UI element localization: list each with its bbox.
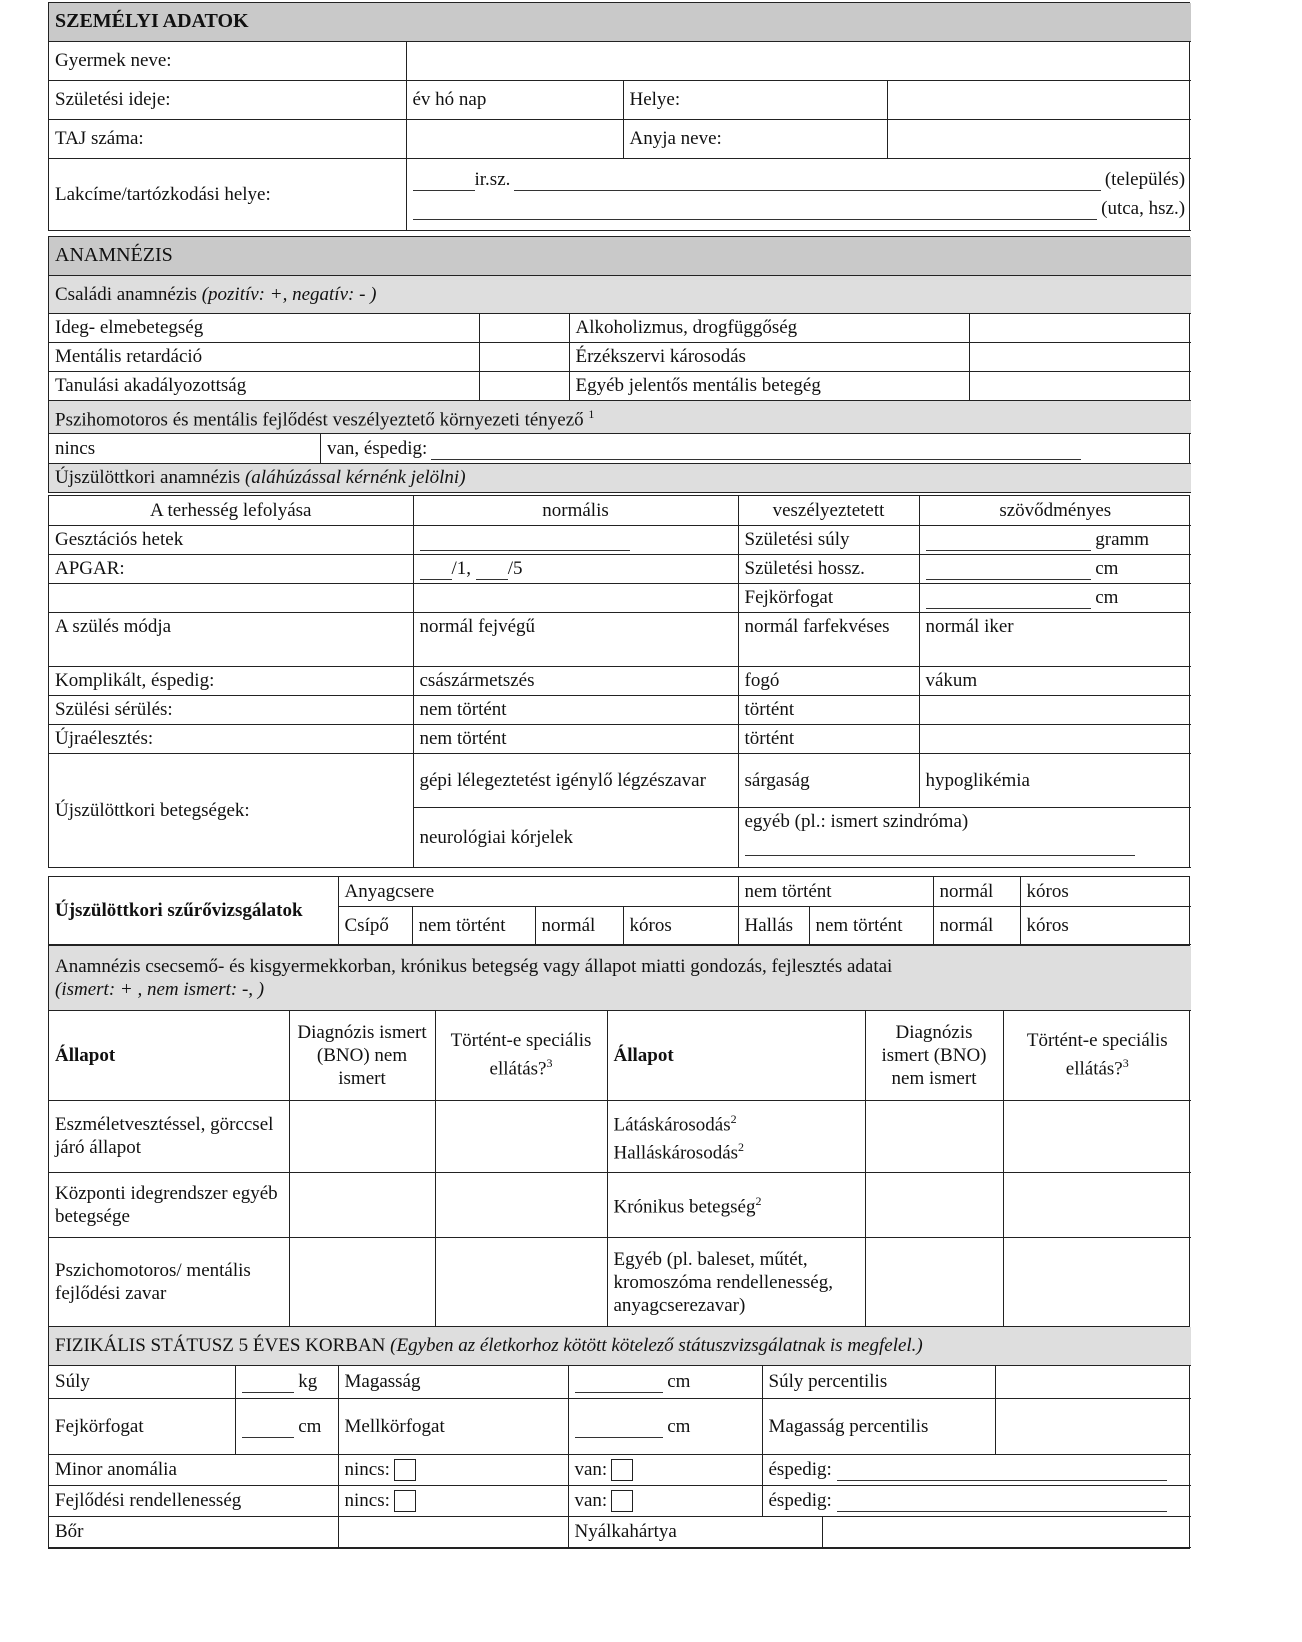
env-yes: van, éspedig: (327, 437, 428, 459)
address-field[interactable] (406, 158, 1191, 230)
resusc-no[interactable]: nem történt (413, 724, 738, 753)
family-mark[interactable] (479, 371, 569, 400)
condition-row: Pszichomotoros/ mentális fejlődési zavar (49, 1237, 289, 1327)
hearing-abnormal[interactable]: kóros (1020, 906, 1191, 944)
hearing-none[interactable]: nem történt (809, 906, 933, 944)
checkbox[interactable] (611, 1490, 633, 1512)
gestation-field[interactable] (413, 525, 738, 554)
mother-field[interactable] (887, 119, 1191, 158)
metabolism-abnormal[interactable]: kóros (1020, 877, 1191, 906)
birth-date-field[interactable]: év hó nap (406, 80, 623, 119)
disease-option[interactable]: neurológiai kórjelek (413, 807, 738, 867)
newborn-disease-label: Újszülöttkori betegségek: (49, 753, 413, 867)
birth-length-field[interactable]: cm (919, 554, 1191, 583)
chest-field[interactable]: cm (568, 1398, 762, 1454)
family-item: Mentális retardáció (49, 342, 479, 371)
apgar-field[interactable]: /1, /5 (413, 554, 738, 583)
metabolism-normal[interactable]: normál (933, 877, 1020, 906)
birth-length-label: Születési hossz. (738, 554, 919, 583)
child-name-label: Gyermek neve: (49, 41, 406, 80)
special-cell[interactable] (435, 1172, 607, 1237)
hip-normal[interactable]: normál (535, 906, 623, 944)
checkbox[interactable] (611, 1459, 633, 1481)
resusc-label: Újraélesztés: (49, 724, 413, 753)
diag-cell[interactable] (865, 1172, 1003, 1237)
hearing-normal[interactable]: normál (933, 906, 1020, 944)
family-item: Ideg- elmebetegség (49, 313, 479, 342)
head-circ-label: Fejkörfogat (49, 1398, 235, 1454)
special-cell[interactable] (435, 1237, 607, 1327)
diag-cell[interactable] (289, 1172, 435, 1237)
chest-label: Mellkörfogat (338, 1398, 568, 1454)
personal-data-section (48, 2, 1190, 231)
injury-no[interactable]: nem történt (413, 695, 738, 724)
injury-label: Szülési sérülés: (49, 695, 413, 724)
height-label: Magasság (338, 1365, 568, 1398)
complicated-option[interactable]: fogó (738, 666, 919, 695)
zip-label: ir.sz. (474, 169, 511, 190)
env-none[interactable]: nincs (49, 434, 321, 463)
birth-mode-option[interactable]: normál farfekvéses (738, 612, 919, 666)
col-diagnosis: Diagnózis ismert (BNO) nem ismert (289, 1010, 435, 1100)
family-mark[interactable] (969, 371, 1191, 400)
diag-cell[interactable] (289, 1100, 435, 1172)
condition-row: Látáskárosodás$^2$ Halláskárosodás$^2$ (607, 1100, 865, 1172)
family-item: Tanulási akadályozottság (49, 371, 479, 400)
resusc-yes[interactable]: történt (738, 724, 919, 753)
taj-field[interactable] (406, 119, 623, 158)
disease-other[interactable]: egyéb (pl.: ismert szindróma) (738, 807, 1191, 867)
height-field[interactable]: cm (568, 1365, 762, 1398)
env-title: Pszihomotoros és mentális fejlődést veszélyeztető környezeti tényező $^1$ (49, 400, 1191, 433)
disease-option[interactable]: hypoglikémia (919, 753, 1191, 807)
env-row[interactable] (49, 433, 1191, 463)
disease-option[interactable]: gépi lélegeztetést igénylő légzészavar (413, 753, 738, 807)
col-special: Történt-e speciális ellátás?$^3$ (1003, 1010, 1191, 1100)
col-state: Állapot (49, 1010, 289, 1100)
col-diagnosis: Diagnózis ismert (BNO) nem ismert (865, 1010, 1003, 1100)
family-item: Érzékszervi károsodás (569, 342, 969, 371)
anamnesis-header: ANAMNÉZIS (49, 237, 1191, 275)
infancy-title: Anamnézis csecsemő- és kisgyermekkorban, krónikus betegség vagy állapot miatti gondozás, fejlesztés adatai (ismert: + , nem ismert: -, ) (49, 946, 1191, 1010)
condition-row: Eszméletvesztéssel, görccsel járó állapot (49, 1100, 289, 1172)
infancy-section (48, 945, 1190, 1328)
checkbox[interactable] (394, 1490, 416, 1512)
weight-pct-field[interactable] (995, 1365, 1191, 1398)
hearing-label: Hallás (738, 906, 809, 944)
diag-cell[interactable] (865, 1237, 1003, 1327)
birth-place-field[interactable] (887, 80, 1191, 119)
birth-place-label: Helye: (623, 80, 887, 119)
complicated-label: Komplikált, éspedig: (49, 666, 413, 695)
hip-abnormal[interactable]: kóros (623, 906, 738, 944)
family-mark[interactable] (969, 342, 1191, 371)
hip-none[interactable]: nem történt (412, 906, 535, 944)
condition-row: Egyéb (pl. baleset, műtét, kromoszóma rendellenesség, anyagcserezavar) (607, 1237, 865, 1327)
mucosa-field[interactable] (822, 1516, 1191, 1547)
height-pct-label: Magasság percentilis (762, 1398, 995, 1454)
family-mark[interactable] (479, 342, 569, 371)
metabolism-none[interactable]: nem történt (738, 877, 933, 906)
weight-field[interactable]: kg (235, 1365, 338, 1398)
mucosa-label: Nyálkahártya (568, 1516, 822, 1547)
disease-option[interactable]: sárgaság (738, 753, 919, 807)
gestation-label: Gesztációs hetek (49, 525, 413, 554)
skin-label: Bőr (49, 1516, 338, 1547)
birth-mode-label: A szülés módja (49, 612, 413, 666)
screening-section (48, 876, 1190, 945)
head-circ-field[interactable]: cm (919, 583, 1191, 612)
diag-cell[interactable] (289, 1237, 435, 1327)
pregnancy-normal[interactable]: normális (413, 496, 738, 525)
family-mark[interactable] (969, 313, 1191, 342)
complicated-option[interactable]: császármetszés (413, 666, 738, 695)
special-cell[interactable] (435, 1100, 607, 1172)
weight-label: Súly (49, 1365, 235, 1398)
address-label: Lakcíme/tartózkodási helye: (49, 158, 406, 230)
dev-none[interactable]: nincs: (338, 1485, 568, 1516)
taj-label: TAJ száma: (49, 119, 406, 158)
minor-namely[interactable]: éspedig: (762, 1454, 1191, 1485)
settlement-label: (település) (1104, 169, 1186, 190)
birth-mode-option[interactable]: normál iker (919, 612, 1191, 666)
street-label: (utca, hsz.) (1101, 198, 1186, 219)
special-cell[interactable] (1003, 1100, 1191, 1172)
birth-date-label: Születési ideje: (49, 80, 406, 119)
apgar-label: APGAR: (49, 554, 413, 583)
family-item: Egyéb jelentős mentális betegég (569, 371, 969, 400)
family-item: Alkoholizmus, drogfüggőség (569, 313, 969, 342)
pregnancy-label: A terhesség lefolyása (49, 496, 413, 525)
special-cell[interactable] (1003, 1237, 1191, 1327)
condition-row: Központi idegrendszer egyéb betegsége (49, 1172, 289, 1237)
screening-title: Újszülöttkori szűrővizsgálatok (49, 877, 338, 944)
family-mark[interactable] (479, 313, 569, 342)
minor-yes[interactable]: van: (568, 1454, 762, 1485)
personal-header: SZEMÉLYI ADATOK (49, 3, 1191, 41)
head-circ-field[interactable]: cm (235, 1398, 338, 1454)
condition-row: Krónikus betegség$^2$ (607, 1172, 865, 1237)
height-pct-field[interactable] (995, 1398, 1191, 1454)
special-cell[interactable] (1003, 1172, 1191, 1237)
checkbox[interactable] (394, 1459, 416, 1481)
family-title: Családi anamnézis (pozitív: +, negatív: - ) (49, 275, 1191, 313)
birth-mode-option[interactable]: normál fejvégű (413, 612, 738, 666)
birth-weight-field[interactable]: gramm (919, 525, 1191, 554)
metabolism-label: Anyagcsere (338, 877, 738, 906)
mother-label: Anyja neve: (623, 119, 887, 158)
dev-label: Fejlődési rendellenesség (49, 1485, 338, 1516)
skin-field[interactable] (338, 1516, 568, 1547)
hip-label: Csípő (338, 906, 412, 944)
anamnesis-section (48, 236, 1190, 493)
newborn-title: Újszülöttkori anamnézis (aláhúzással kérnénk jelölni) (49, 463, 1191, 492)
col-special: Történt-e speciális ellátás?$^3$ (435, 1010, 607, 1100)
dev-namely[interactable]: éspedig: (762, 1485, 1191, 1516)
complicated-option[interactable]: vákum (919, 666, 1191, 695)
injury-yes[interactable]: történt (738, 695, 919, 724)
col-state: Állapot (607, 1010, 865, 1100)
diag-cell[interactable] (865, 1100, 1003, 1172)
newborn-section (48, 495, 1190, 868)
head-circ-label: Fejkörfogat (738, 583, 919, 612)
birth-weight-label: Születési súly (738, 525, 919, 554)
minor-label: Minor anomália (49, 1454, 338, 1485)
physical-section (48, 1326, 1190, 1549)
physical-title: FIZIKÁLIS STÁTUSZ 5 ÉVES KORBAN (Egyben az életkorhoz kötött kötelező státuszvizsgálatnak is megfelel.) (49, 1327, 1191, 1365)
pregnancy-complicated[interactable]: szövődményes (919, 496, 1191, 525)
minor-none[interactable]: nincs: (338, 1454, 568, 1485)
dev-yes[interactable]: van: (568, 1485, 762, 1516)
weight-pct-label: Súly percentilis (762, 1365, 995, 1398)
pregnancy-risk[interactable]: veszélyeztetett (738, 496, 919, 525)
child-name-field[interactable] (406, 41, 1191, 80)
